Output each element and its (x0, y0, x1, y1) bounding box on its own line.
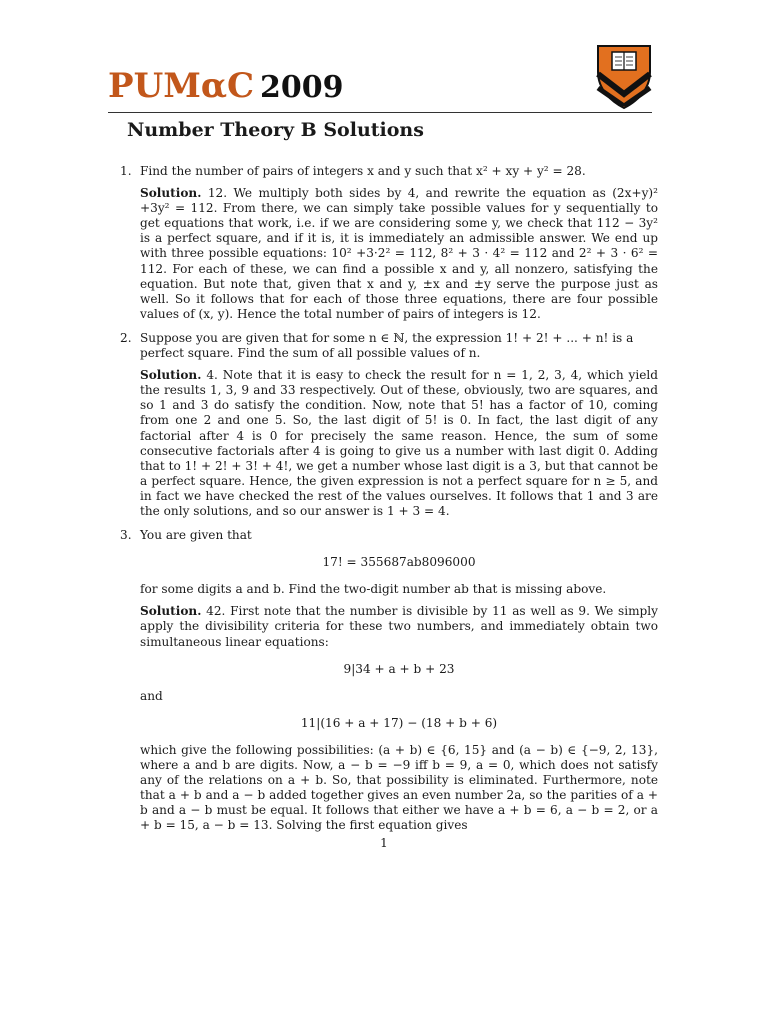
problem-number: 2. (120, 330, 132, 345)
problem-1 (118, 164, 658, 322)
problem-2 (118, 331, 658, 519)
solution-continued: which give the following possibilities: (a + b) ∈ {6, 15} and (a − b) ∈ {−9, 2, 13}, where a and b are digits. Now, a − b = −9 iff b = 9, a = 0, which does not satisfy any of the relations on a + b. So, that possibility is eliminated. Furthermore, note that a + b and a − b added together gives an even number 2a, so the parities of a + b and a − b must be equal. It follows that either we have a + b = 6, a − b = 2, or a + b = 15, a − b = 13. Solving the first equation gives (140, 742, 658, 833)
page-title: Number Theory B Solutions (127, 119, 424, 141)
problem-solution (140, 604, 658, 649)
solution-label: Solution. (140, 368, 202, 383)
solution-text: 4. Note that it is easy to check the result for n = 1, 2, 3, 4, which yield the results 1, 3, 9 and 33 respectively. Out of these, obviously, two are squares, and so 1 and 3 do satisfy the condition. Now, note that 5! has a factor of 10, coming from one 2 and one 5. So, the last digit of 5! is 0. In fact, the last digit of any factorial after 4 is 0 for precisely the same reason. Hence, the sum of some consecutive factorials after 4 is going to give us a number with last digit 0. Adding that to 1! + 2! + 3! + 4!, we get a number whose last digit is a 3, but that cannot be a perfect square. Hence, the given expression is not a perfect square for n ≥ 5, and in fact we have checked the rest of the values ourselves. It follows that 1 and 3 are the only solutions, and so our answer is 1 + 3 = 4. (140, 368, 658, 518)
problem-question: Suppose you are given that for some n ∈ ℕ, the expression 1! + 2! + ... + n! is a perfect square. Find the sum of all possible values of n. (140, 330, 634, 361)
connector-text: and (140, 688, 163, 703)
page-number: 1 (380, 836, 388, 850)
header-rule (108, 112, 652, 113)
equation-div-9: 9|34 + a + b + 23 (343, 661, 455, 676)
problem-question: You are given that (140, 528, 252, 543)
problem-solution (140, 186, 658, 322)
equation-div-11: 11|(16 + a + 17) − (18 + b + 6) (300, 715, 498, 730)
problem-number: 3. (120, 528, 132, 543)
problem-3 (118, 528, 658, 833)
problem-number: 1. (120, 164, 132, 178)
solution-text: 42. First note that the number is divisible by 11 as well as 9. We simply apply the divisibility criteria for these two numbers, and immediately obtain two simultaneous linear equations: (140, 604, 658, 649)
header-year: 2009 (260, 70, 344, 105)
problem-list (118, 164, 658, 842)
princeton-shield-icon (596, 44, 652, 110)
pumac-logo: PUMαC (108, 66, 255, 106)
solution-text: 12. We multiply both sides by 4, and rewrite the equation as (2x+y)² +3y² = 112. From there, we can simply take possible values for y sequentially to get equations that work, i.e. if we are considering some y, we check that 112 − 3y² is a perfect square, and if it is, it is immediately an admissible answer. We end up with three possible equations: 10² +3·2² = 112, 8² + 3 · 4² = 112 and 2² + 3 · 6² = 112. For each of these, we can find a possible x and y, all nonzero, satisfying the equation. But note that, given that x and y, ±x and ±y serve the purpose just as well. So it follows that for each of those three equations, there are four possible values of (x, y). Hence the total number of pairs of integers is 12. (140, 186, 658, 321)
header (108, 66, 668, 112)
solution-label: Solution. (140, 604, 202, 619)
problem-solution (140, 368, 658, 519)
equation-factorial: 17! = 355687ab8096000 (322, 555, 476, 570)
problem-question-continued: for some digits a and b. Find the two-digit number ab that is missing above. (140, 582, 607, 597)
solution-label: Solution. (140, 186, 202, 201)
problem-question: Find the number of pairs of integers x and y such that x² + xy + y² = 28. (140, 164, 586, 178)
